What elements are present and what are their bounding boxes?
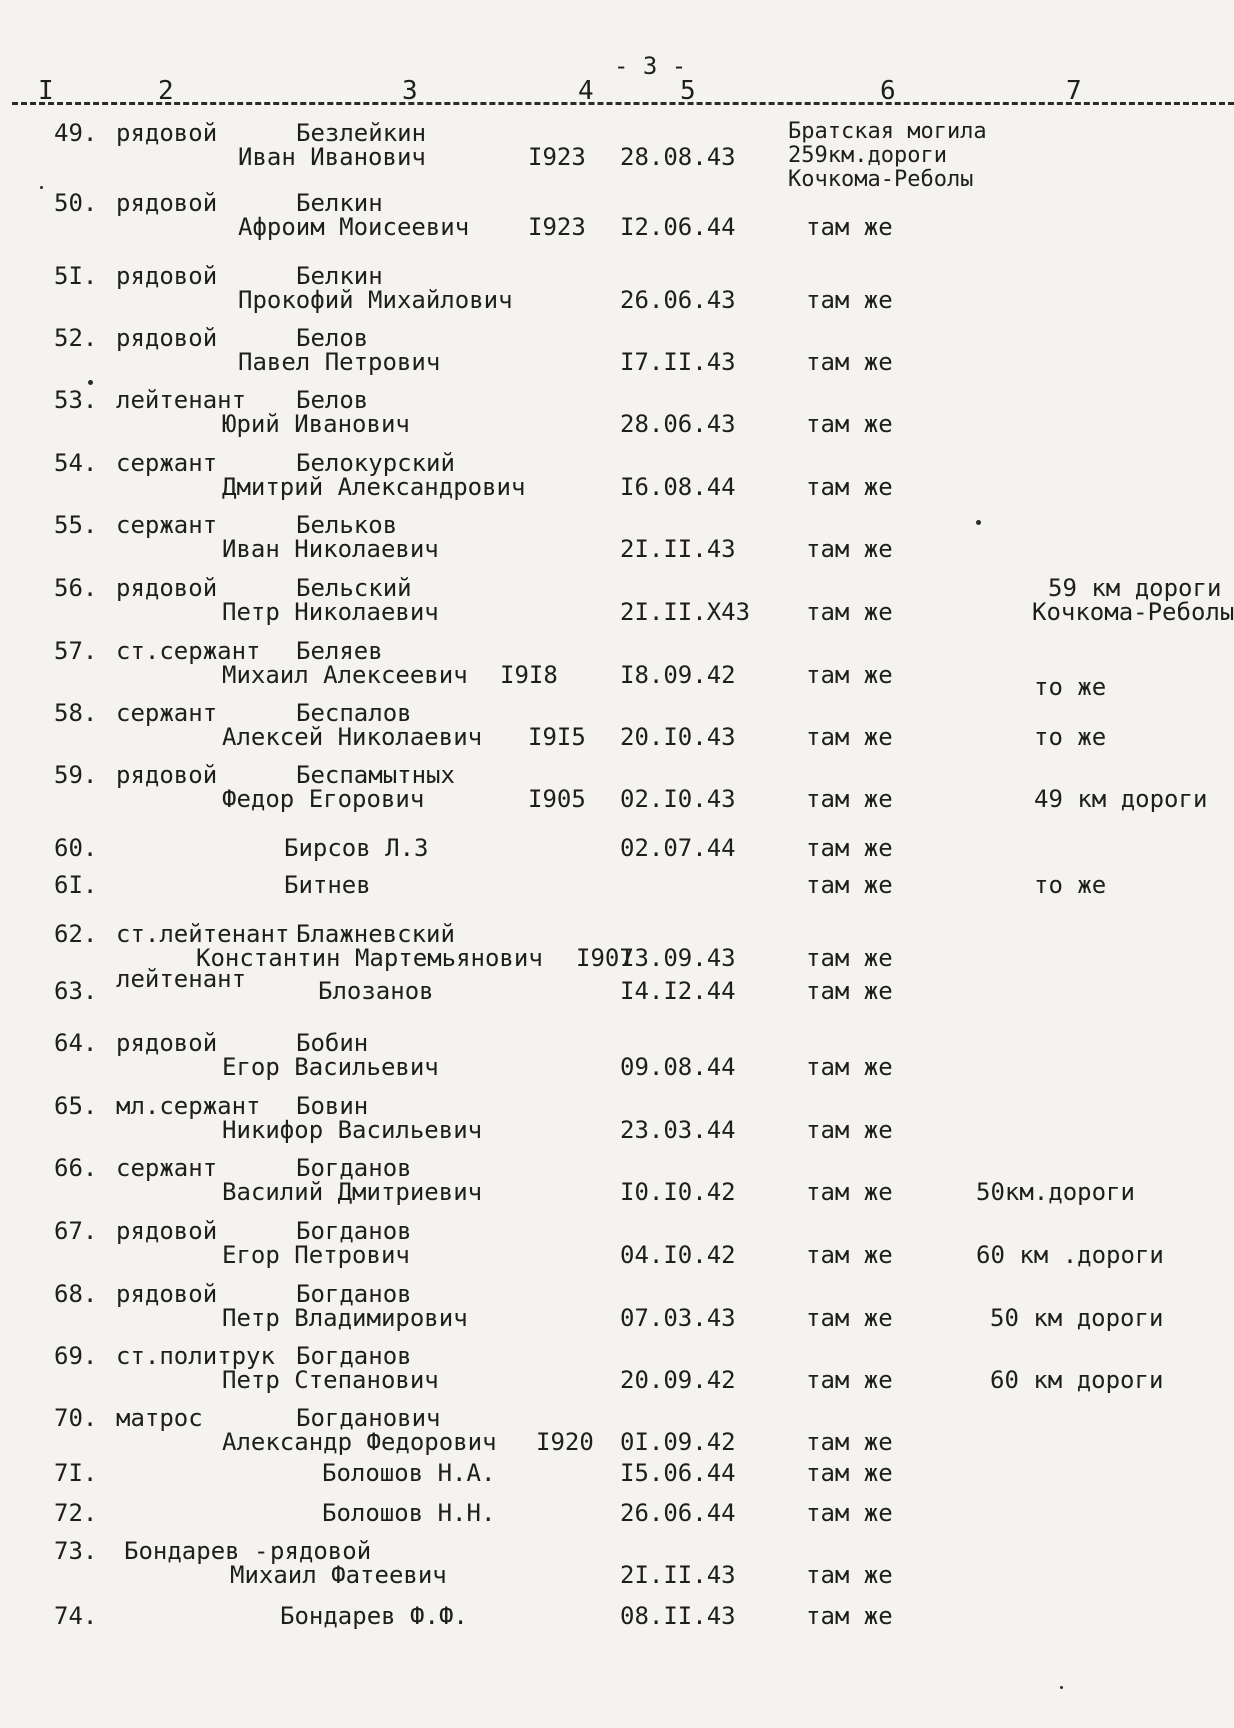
burial-place: там же — [806, 1116, 893, 1144]
ink-speck — [1060, 1686, 1063, 1689]
row-number: 66. — [54, 1154, 98, 1182]
given-name: Петр Николаевич — [222, 598, 439, 626]
burial-place: там же — [806, 785, 893, 813]
birth-year: I920 — [536, 1428, 594, 1456]
burial-place: 259км.дороги — [788, 143, 947, 168]
rank: рядовой — [116, 1280, 218, 1308]
given-name: Петр Владимирович — [222, 1304, 468, 1332]
surname: Белов — [296, 386, 369, 414]
surname: Болошов Н.А. — [322, 1459, 496, 1487]
death-date: 0I.09.42 — [620, 1428, 736, 1456]
row-number: 69. — [54, 1342, 98, 1370]
given-name: Дмитрий Александрович — [222, 473, 526, 501]
burial-place: там же — [806, 348, 893, 376]
column-7-note: Кочкома-Реболы — [1032, 598, 1234, 626]
rank: рядовой — [116, 1217, 218, 1245]
death-date: I8.09.42 — [620, 661, 736, 689]
birth-year: I9I8 — [500, 661, 558, 689]
column-7-note: 60 км дороги — [990, 1366, 1164, 1394]
death-date: 08.II.43 — [620, 1602, 736, 1630]
surname: Блозанов — [318, 977, 434, 1005]
birth-year: I923 — [528, 143, 586, 171]
given-name: Федор Егорович — [222, 785, 425, 813]
given-name: Никифор Васильевич — [222, 1116, 483, 1144]
column-number: 4 — [578, 76, 594, 106]
given-name: Иван Иванович — [238, 143, 426, 171]
burial-place: Кочкома-Реболы — [788, 167, 974, 192]
row-number: 57. — [54, 637, 98, 665]
row-number: 50. — [54, 189, 98, 217]
column-7-note: 59 км дороги — [1048, 574, 1222, 602]
rank: сержант — [116, 511, 218, 539]
given-name: Афроим Моисеевич — [238, 213, 470, 241]
rank: рядовой — [116, 1029, 218, 1057]
row-number: 72. — [54, 1499, 98, 1527]
given-name: Егор Петрович — [222, 1241, 410, 1269]
column-number: 6 — [880, 76, 896, 106]
burial-place: там же — [806, 473, 893, 501]
row-number: 53. — [54, 386, 98, 414]
surname: Безлейкин — [296, 119, 427, 147]
rank: рядовой — [116, 262, 218, 290]
given-name: Александр Федорович — [222, 1428, 497, 1456]
surname: Бельский — [296, 574, 412, 602]
death-date: 2I.II.43 — [620, 1561, 736, 1589]
row-number: 68. — [54, 1280, 98, 1308]
burial-place: там же — [806, 1366, 893, 1394]
column-7-note: 50 км дороги — [990, 1304, 1164, 1332]
given-name: Петр Степанович — [222, 1366, 439, 1394]
death-date: 09.08.44 — [620, 1053, 736, 1081]
death-date: I7.II.43 — [620, 348, 736, 376]
burial-place: там же — [806, 723, 893, 751]
rank: сержант — [116, 449, 218, 477]
column-7-note: 60 км .дороги — [976, 1241, 1164, 1269]
burial-place: там же — [806, 1178, 893, 1206]
death-date: 02.I0.43 — [620, 785, 736, 813]
rank: рядовой — [116, 119, 218, 147]
rank: рядовой — [116, 324, 218, 352]
burial-place: там же — [806, 1459, 893, 1487]
surname: Бирсов Л.З — [284, 834, 429, 862]
burial-place: там же — [806, 661, 893, 689]
column-7-note: то же — [1034, 673, 1107, 701]
death-date: 20.I0.43 — [620, 723, 736, 751]
surname: Белокурский — [296, 449, 455, 477]
burial-place: там же — [806, 535, 893, 563]
death-date: 2I.II.X43 — [620, 598, 751, 626]
given-name: Михаил Фатеевич — [230, 1561, 447, 1589]
row-number: 58. — [54, 699, 98, 727]
ink-speck — [976, 520, 981, 525]
burial-place: там же — [806, 286, 893, 314]
burial-place: там же — [806, 1499, 893, 1527]
death-date: 02.07.44 — [620, 834, 736, 862]
given-name: Прокофий Михайлович — [238, 286, 513, 314]
row-number: 6I. — [54, 871, 98, 899]
surname: Белов — [296, 324, 369, 352]
birth-year: I905 — [528, 785, 586, 813]
death-date: 28.08.43 — [620, 143, 736, 171]
row-number: 59. — [54, 761, 98, 789]
column-7-note: то же — [1034, 871, 1107, 899]
given-name: Василий Дмитриевич — [222, 1178, 483, 1206]
birth-year: I923 — [528, 213, 586, 241]
row-number: 65. — [54, 1092, 98, 1120]
column-number: I — [38, 76, 54, 106]
column-number: 3 — [402, 76, 418, 106]
given-name: Алексей Николаевич — [222, 723, 483, 751]
row-number: 54. — [54, 449, 98, 477]
rank: рядовой — [116, 761, 218, 789]
surname: Богданов — [296, 1280, 412, 1308]
rank: лейтенант — [116, 386, 247, 414]
burial-place: там же — [806, 977, 893, 1005]
rank: рядовой — [270, 1537, 372, 1565]
birth-year: I907 — [576, 944, 634, 972]
rank: сержант — [116, 699, 218, 727]
death-date: 20.09.42 — [620, 1366, 736, 1394]
given-name: Иван Николаевич — [222, 535, 439, 563]
death-date: 26.06.44 — [620, 1499, 736, 1527]
surname: Беспалов — [296, 699, 412, 727]
column-number: 2 — [158, 76, 174, 106]
rank: рядовой — [116, 574, 218, 602]
given-name: Павел Петрович — [238, 348, 441, 376]
death-date: I4.I2.44 — [620, 977, 736, 1005]
surname: Бельков — [296, 511, 398, 539]
row-number: 49. — [54, 119, 98, 147]
row-number: 63. — [54, 977, 98, 1005]
surname: Беляев — [296, 637, 383, 665]
burial-place: там же — [806, 213, 893, 241]
burial-place: там же — [806, 410, 893, 438]
surname: Богданов — [296, 1342, 412, 1370]
row-number: 62. — [54, 920, 98, 948]
death-date: I2.06.44 — [620, 213, 736, 241]
surname: Богданов — [296, 1217, 412, 1245]
row-number: 55. — [54, 511, 98, 539]
row-number: 67. — [54, 1217, 98, 1245]
surname: Блажневский — [296, 920, 455, 948]
given-name: Егор Васильевич — [222, 1053, 439, 1081]
rank: лейтенант — [116, 965, 247, 993]
surname: Белкин — [296, 262, 383, 290]
surname: Бондарев - — [124, 1537, 269, 1565]
surname: Богданович — [296, 1404, 441, 1432]
surname: Богданов — [296, 1154, 412, 1182]
burial-place: там же — [806, 1602, 893, 1630]
rank: рядовой — [116, 189, 218, 217]
header-dashed-rule — [12, 102, 1234, 105]
burial-place: там же — [806, 834, 893, 862]
burial-place: там же — [806, 598, 893, 626]
surname: Бобин — [296, 1029, 369, 1057]
page-number: - 3 - — [614, 52, 687, 80]
burial-place: там же — [806, 1053, 893, 1081]
column-7-note: 50км.дороги — [976, 1178, 1135, 1206]
row-number: 5I. — [54, 262, 98, 290]
burial-place: Братская могила — [788, 119, 987, 144]
burial-place: там же — [806, 1561, 893, 1589]
row-number: 56. — [54, 574, 98, 602]
death-date: 28.06.43 — [620, 410, 736, 438]
death-date: 26.06.43 — [620, 286, 736, 314]
given-name: Юрий Иванович — [222, 410, 410, 438]
row-number: 70. — [54, 1404, 98, 1432]
death-date: I3.09.43 — [620, 944, 736, 972]
birth-year: I9I5 — [528, 723, 586, 751]
death-date: I0.I0.42 — [620, 1178, 736, 1206]
rank: матрос — [116, 1404, 203, 1432]
given-name: Константин Мартемьянович — [196, 944, 543, 972]
death-date: 23.03.44 — [620, 1116, 736, 1144]
row-number: 74. — [54, 1602, 98, 1630]
surname: Беспамытных — [296, 761, 455, 789]
death-date: I6.08.44 — [620, 473, 736, 501]
row-number: 64. — [54, 1029, 98, 1057]
rank: ст.политрук — [116, 1342, 275, 1370]
rank: ст.лейтенант — [116, 920, 290, 948]
column-7-note: 49 км дороги — [1034, 785, 1208, 813]
column-number: 7 — [1066, 76, 1082, 106]
row-number: 7I. — [54, 1459, 98, 1487]
surname: Болошов Н.Н. — [322, 1499, 496, 1527]
death-date: I5.06.44 — [620, 1459, 736, 1487]
surname: Белкин — [296, 189, 383, 217]
ink-speck — [40, 186, 43, 189]
column-7-note: то же — [1034, 723, 1107, 751]
burial-place: там же — [806, 871, 893, 899]
death-date: 07.03.43 — [620, 1304, 736, 1332]
ink-speck — [88, 380, 93, 385]
death-date: 2I.II.43 — [620, 535, 736, 563]
burial-place: там же — [806, 1304, 893, 1332]
given-name: Михаил Алексеевич — [222, 661, 468, 689]
rank: мл.сержант — [116, 1092, 261, 1120]
burial-place: там же — [806, 944, 893, 972]
row-number: 52. — [54, 324, 98, 352]
burial-place: там же — [806, 1241, 893, 1269]
row-number: 60. — [54, 834, 98, 862]
rank: сержант — [116, 1154, 218, 1182]
surname: Битнев — [284, 871, 371, 899]
death-date: 04.I0.42 — [620, 1241, 736, 1269]
row-number: 73. — [54, 1537, 98, 1565]
surname: Бондарев Ф.Ф. — [280, 1602, 468, 1630]
surname: Бовин — [296, 1092, 369, 1120]
rank: ст.сержант — [116, 637, 261, 665]
burial-place: там же — [806, 1428, 893, 1456]
column-number: 5 — [680, 76, 696, 106]
